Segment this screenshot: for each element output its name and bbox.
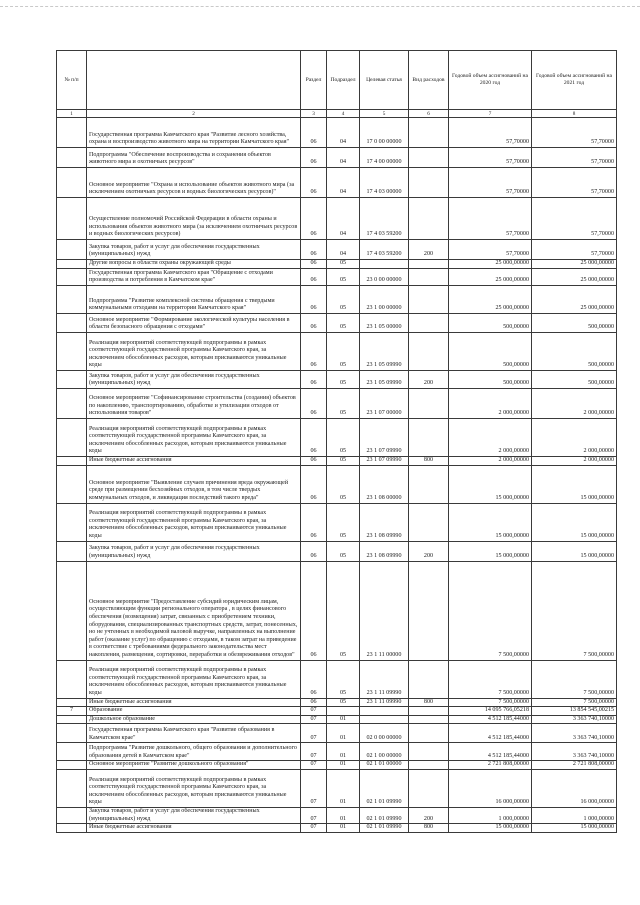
row-razdel: 06 [301, 660, 327, 698]
header-razdel: Раздел [301, 51, 327, 110]
row-podrazdel: 01 [327, 724, 360, 743]
row-podrazdel: 01 [327, 761, 360, 770]
row-amount-2020: 57,70000 [449, 118, 532, 148]
row-name: Реализация мероприятий соответствующей подпрограммы в рамках соответствующей государственной программы Камчатского края, за исключением обособленных расходов, которым присваиваются уникальные коды [87, 333, 301, 371]
row-amount-2020: 7 500,00000 [449, 698, 532, 707]
row-celevaya [360, 260, 409, 269]
row-name: Другие вопросы в области охраны окружающей среды [87, 260, 301, 269]
row-number [57, 698, 87, 707]
row-number [57, 148, 87, 168]
row-celevaya: 23 1 00 00000 [360, 286, 409, 314]
row-name: Подпрограмма "Развитие комплексной системы обращения с твердыми коммунальными отходами на территории Камчатского края" [87, 286, 301, 314]
row-vid [409, 389, 449, 419]
table-row [57, 561, 617, 660]
row-number [57, 824, 87, 833]
row-podrazdel: 05 [327, 419, 360, 457]
header-num: № п/п [57, 51, 87, 110]
table-row [57, 118, 617, 148]
table-row [57, 260, 617, 269]
row-vid [409, 660, 449, 698]
row-razdel: 07 [301, 761, 327, 770]
row-podrazdel: 04 [327, 168, 360, 198]
row-vid: 800 [409, 698, 449, 707]
row-number [57, 769, 87, 807]
row-amount-2021: 3 363 740,10000 [532, 715, 617, 724]
row-amount-2021: 25 000,00000 [532, 286, 617, 314]
table-row [57, 198, 617, 240]
table-row [57, 333, 617, 371]
row-amount-2021: 7 500,00000 [532, 660, 617, 698]
row-razdel: 06 [301, 118, 327, 148]
row-amount-2020: 14 095 766,05218 [449, 707, 532, 716]
row-name: Реализация мероприятий соответствующей подпрограммы в рамках соответствующей государственной программы Камчатского края, за исключением обособленных расходов, которым присваиваются уникальные коды [87, 419, 301, 457]
row-celevaya: 23 1 08 09990 [360, 541, 409, 561]
row-razdel: 06 [301, 465, 327, 503]
row-celevaya: 23 0 00 00000 [360, 269, 409, 286]
row-amount-2020: 25 000,00000 [449, 269, 532, 286]
row-amount-2021: 15 000,00000 [532, 465, 617, 503]
row-amount-2021: 2 721 808,00000 [532, 761, 617, 770]
row-podrazdel: 01 [327, 743, 360, 761]
row-vid [409, 269, 449, 286]
table-row [57, 269, 617, 286]
row-number [57, 724, 87, 743]
row-name: Иные бюджетные ассигнования [87, 698, 301, 707]
row-podrazdel: 05 [327, 541, 360, 561]
row-amount-2021: 57,70000 [532, 198, 617, 240]
row-celevaya: 23 1 05 00000 [360, 314, 409, 333]
table-row [57, 541, 617, 561]
row-razdel: 06 [301, 561, 327, 660]
header-2020: Годовой объем ассигнований на 2020 год [449, 51, 532, 110]
row-podrazdel: 04 [327, 148, 360, 168]
row-podrazdel: 05 [327, 333, 360, 371]
row-amount-2020: 1 000,00000 [449, 807, 532, 823]
budget-table [56, 50, 617, 833]
colnum: 2 [87, 110, 301, 118]
row-vid [409, 724, 449, 743]
row-podrazdel: 05 [327, 561, 360, 660]
row-name: Осуществление полномочий Российской Федерации в области охраны и использования объектов животного мира (за исключением охотничьих ресурсов и водных биологических ресурсов) [87, 198, 301, 240]
row-number [57, 761, 87, 770]
row-vid [409, 333, 449, 371]
row-number [57, 314, 87, 333]
row-name: Закупка товаров, работ и услуг для обеспечения государственных (муниципальных) нужд [87, 541, 301, 561]
row-celevaya: 17 4 03 59200 [360, 240, 409, 260]
row-name: Государственная программа Камчатского края "Развитие лесного хозяйства, охрана и воспроизводство животного мира на территории Камчатского края" [87, 118, 301, 148]
row-razdel: 06 [301, 286, 327, 314]
table-row [57, 314, 617, 333]
row-amount-2020: 500,00000 [449, 333, 532, 371]
table-row [57, 148, 617, 168]
colnum: 4 [327, 110, 360, 118]
row-vid: 200 [409, 371, 449, 389]
colnum: 8 [532, 110, 617, 118]
row-celevaya: 23 1 07 00000 [360, 389, 409, 419]
row-amount-2020: 15 000,00000 [449, 465, 532, 503]
row-razdel: 06 [301, 698, 327, 707]
row-name: Государственная программа Камчатского края "Обращение с отходами производства и потребления в Камчатском крае" [87, 269, 301, 286]
row-razdel: 06 [301, 198, 327, 240]
row-amount-2021: 15 000,00000 [532, 541, 617, 561]
row-podrazdel: 05 [327, 457, 360, 466]
column-numbers-row [57, 110, 617, 118]
row-number [57, 561, 87, 660]
row-amount-2020: 4 512 185,44000 [449, 743, 532, 761]
row-amount-2020: 25 000,00000 [449, 286, 532, 314]
header-vid: Вид расходов [409, 51, 449, 110]
row-razdel: 06 [301, 541, 327, 561]
row-amount-2021: 7 500,00000 [532, 698, 617, 707]
colnum: 1 [57, 110, 87, 118]
header-name [87, 51, 301, 110]
row-podrazdel: 05 [327, 314, 360, 333]
row-number [57, 269, 87, 286]
row-amount-2020: 4 512 185,44000 [449, 724, 532, 743]
header-podrazdel: Подраздел [327, 51, 360, 110]
row-podrazdel: 05 [327, 269, 360, 286]
row-podrazdel: 04 [327, 240, 360, 260]
colnum: 6 [409, 110, 449, 118]
header-2021: Годовой объем ассигнований на 2021 год [532, 51, 617, 110]
row-razdel: 06 [301, 240, 327, 260]
row-razdel: 06 [301, 269, 327, 286]
row-number [57, 389, 87, 419]
row-celevaya: 02 1 01 09990 [360, 824, 409, 833]
table-row [57, 419, 617, 457]
row-razdel: 06 [301, 333, 327, 371]
row-amount-2020: 25 000,00000 [449, 260, 532, 269]
row-celevaya: 02 1 01 09990 [360, 769, 409, 807]
row-celevaya [360, 707, 409, 716]
row-celevaya [360, 715, 409, 724]
row-amount-2020: 500,00000 [449, 371, 532, 389]
row-razdel: 06 [301, 389, 327, 419]
row-celevaya: 23 1 08 00000 [360, 465, 409, 503]
row-amount-2021: 15 000,00000 [532, 824, 617, 833]
row-razdel: 07 [301, 743, 327, 761]
row-celevaya: 23 1 07 09990 [360, 419, 409, 457]
table-row [57, 503, 617, 541]
row-celevaya: 17 0 00 00000 [360, 118, 409, 148]
row-number [57, 503, 87, 541]
row-vid [409, 286, 449, 314]
row-amount-2020: 4 512 185,44000 [449, 715, 532, 724]
row-name: Основное мероприятие "Софинансирование строительства (создания) объектов по накоплению, транспортированию, обработке и утилизации отходов от использования товаров" [87, 389, 301, 419]
row-number [57, 240, 87, 260]
colnum: 7 [449, 110, 532, 118]
row-amount-2020: 2 000,00000 [449, 419, 532, 457]
row-vid [409, 148, 449, 168]
row-number [57, 465, 87, 503]
table-row [57, 286, 617, 314]
row-razdel: 06 [301, 503, 327, 541]
row-celevaya: 23 1 11 09990 [360, 698, 409, 707]
row-vid [409, 198, 449, 240]
table-row [57, 660, 617, 698]
row-name: Закупка товаров, работ и услуг для обеспечения государственных (муниципальных) нужд [87, 807, 301, 823]
row-vid [409, 314, 449, 333]
row-amount-2021: 57,70000 [532, 148, 617, 168]
row-amount-2020: 7 500,00000 [449, 561, 532, 660]
row-vid [409, 561, 449, 660]
row-name: Реализация мероприятий соответствующей подпрограммы в рамках соответствующей государственной программы Камчатского края, за исключением обособленных расходов, которым присваиваются уникальные коды [87, 503, 301, 541]
row-amount-2020: 7 500,00000 [449, 660, 532, 698]
row-razdel: 06 [301, 371, 327, 389]
row-vid [409, 743, 449, 761]
row-celevaya: 17 4 03 00000 [360, 168, 409, 198]
row-celevaya: 23 1 07 09990 [360, 457, 409, 466]
row-amount-2021: 2 000,00000 [532, 419, 617, 457]
row-podrazdel: 04 [327, 198, 360, 240]
table-row [57, 824, 617, 833]
row-razdel: 06 [301, 148, 327, 168]
colnum: 5 [360, 110, 409, 118]
row-name: Подпрограмма "Обеспечение воспроизводства и сохранения объектов животного мира и охотничьих ресурсов" [87, 148, 301, 168]
row-amount-2021: 25 000,00000 [532, 260, 617, 269]
row-amount-2021: 25 000,00000 [532, 269, 617, 286]
row-amount-2020: 15 000,00000 [449, 824, 532, 833]
row-amount-2020: 57,70000 [449, 148, 532, 168]
row-amount-2021: 2 000,00000 [532, 457, 617, 466]
row-vid [409, 260, 449, 269]
row-name: Основное мероприятие "Предоставление субсидий юридическим лицам, осуществляющим функции регионального оператора , в целях финансового обеспечения (возмещения) затрат, связанных с приобретением техники, оборудования, специализированных транспортных средств, затрат, понесенных, но не учтенных в необходимой валовой выручке, направленных на выполнение работ (оказание услуг) по обращению с отходами, в таком затрат на приведение в соответствие с требованиями федерального законодательства мест накопления, размещения, сортировки, переработки и обезвреживания отходов" [87, 561, 301, 660]
row-vid [409, 715, 449, 724]
row-vid [409, 769, 449, 807]
row-razdel: 07 [301, 707, 327, 716]
row-razdel: 06 [301, 168, 327, 198]
table-row [57, 769, 617, 807]
row-vid: 800 [409, 824, 449, 833]
row-number [57, 743, 87, 761]
table-row [57, 371, 617, 389]
row-celevaya: 23 1 05 09990 [360, 371, 409, 389]
row-celevaya: 23 1 11 09990 [360, 660, 409, 698]
row-podrazdel: 05 [327, 698, 360, 707]
row-name: Подпрограмма "Развитие дошкольного, общего образования и дополнительного образования детей в Камчатском крае" [87, 743, 301, 761]
row-podrazdel: 04 [327, 118, 360, 148]
row-name: Основное мероприятие "Охрана и использование объектов животного мира (за исключением охотничьих ресурсов и водных биологических ресурсов)" [87, 168, 301, 198]
row-celevaya: 02 0 00 00000 [360, 724, 409, 743]
row-amount-2020: 2 721 808,00000 [449, 761, 532, 770]
row-number [57, 419, 87, 457]
row-celevaya: 02 1 01 00000 [360, 761, 409, 770]
table-row [57, 168, 617, 198]
table-row [57, 465, 617, 503]
row-name: Основное мероприятие "Формирование экологической культуры населения в области безопасного обращения с отходами" [87, 314, 301, 333]
row-name: Реализация мероприятий соответствующей подпрограммы в рамках соответствующей государственной программы Камчатского края, за исключением обособленных расходов, которым присваиваются уникальные коды [87, 660, 301, 698]
row-name: Основное мероприятие "Выявление случаев причинения вреда окружающей среде при размещении бесхозяйных отходов, в том числе твердых коммунальных отходов, и ликвидация последствий такого вреда" [87, 465, 301, 503]
table-row [57, 807, 617, 823]
row-razdel: 07 [301, 824, 327, 833]
table-row [57, 715, 617, 724]
row-number [57, 168, 87, 198]
row-name: Закупка товаров, работ и услуг для обеспечения государственных (муниципальных) нужд [87, 240, 301, 260]
row-number [57, 660, 87, 698]
table-row [57, 698, 617, 707]
row-amount-2021: 1 000,00000 [532, 807, 617, 823]
row-amount-2020: 15 000,00000 [449, 541, 532, 561]
row-razdel: 06 [301, 457, 327, 466]
table-row [57, 724, 617, 743]
row-vid [409, 503, 449, 541]
row-podrazdel: 01 [327, 769, 360, 807]
row-vid: 200 [409, 807, 449, 823]
row-celevaya: 17 4 00 00000 [360, 148, 409, 168]
row-amount-2020: 2 000,00000 [449, 389, 532, 419]
colnum: 3 [301, 110, 327, 118]
row-vid [409, 465, 449, 503]
row-name: Дошкольное образование [87, 715, 301, 724]
row-amount-2021: 2 000,00000 [532, 389, 617, 419]
row-number: 7 [57, 707, 87, 716]
row-amount-2021: 57,70000 [532, 118, 617, 148]
row-amount-2021: 3 363 740,10000 [532, 724, 617, 743]
row-amount-2021: 15 000,00000 [532, 503, 617, 541]
header-celevaya: Целевая статья [360, 51, 409, 110]
row-name: Иные бюджетные ассигнования [87, 457, 301, 466]
row-number [57, 198, 87, 240]
row-amount-2020: 57,70000 [449, 240, 532, 260]
row-celevaya: 23 1 11 00000 [360, 561, 409, 660]
row-number [57, 260, 87, 269]
row-podrazdel: 05 [327, 286, 360, 314]
row-vid [409, 118, 449, 148]
row-vid [409, 707, 449, 716]
table-row [57, 707, 617, 716]
row-razdel: 06 [301, 419, 327, 457]
row-amount-2021: 3 363 740,10000 [532, 743, 617, 761]
row-celevaya: 23 1 08 09990 [360, 503, 409, 541]
table-row [57, 240, 617, 260]
row-vid: 200 [409, 240, 449, 260]
row-amount-2020: 57,70000 [449, 198, 532, 240]
table-body [57, 118, 617, 833]
row-number [57, 807, 87, 823]
table-row [57, 457, 617, 466]
row-podrazdel: 01 [327, 824, 360, 833]
row-celevaya: 17 4 03 59200 [360, 198, 409, 240]
row-vid [409, 168, 449, 198]
row-razdel: 07 [301, 715, 327, 724]
row-podrazdel: 01 [327, 807, 360, 823]
row-razdel: 07 [301, 724, 327, 743]
row-razdel: 06 [301, 260, 327, 269]
row-amount-2021: 500,00000 [532, 333, 617, 371]
row-amount-2021: 13 854 545,00215 [532, 707, 617, 716]
row-number [57, 541, 87, 561]
row-number [57, 715, 87, 724]
row-amount-2021: 16 000,00000 [532, 769, 617, 807]
row-podrazdel: 05 [327, 465, 360, 503]
header-row [57, 51, 617, 110]
row-vid: 800 [409, 457, 449, 466]
row-number [57, 457, 87, 466]
row-vid [409, 419, 449, 457]
row-razdel: 07 [301, 807, 327, 823]
row-vid: 200 [409, 541, 449, 561]
row-amount-2020: 2 000,00000 [449, 457, 532, 466]
row-amount-2021: 57,70000 [532, 240, 617, 260]
page-edge [0, 6, 640, 7]
row-podrazdel: 05 [327, 260, 360, 269]
row-number [57, 371, 87, 389]
row-amount-2021: 7 500,00000 [532, 561, 617, 660]
table-row [57, 743, 617, 761]
row-celevaya: 02 1 00 00000 [360, 743, 409, 761]
row-amount-2021: 500,00000 [532, 371, 617, 389]
row-celevaya: 02 1 01 09990 [360, 807, 409, 823]
row-amount-2021: 57,70000 [532, 168, 617, 198]
row-name: Государственная программа Камчатского края "Развитие образования в Камчатском крае" [87, 724, 301, 743]
row-amount-2020: 16 000,00000 [449, 769, 532, 807]
row-razdel: 06 [301, 314, 327, 333]
row-podrazdel: 05 [327, 660, 360, 698]
table-row [57, 389, 617, 419]
row-amount-2020: 15 000,00000 [449, 503, 532, 541]
row-podrazdel: 05 [327, 371, 360, 389]
row-name: Образование [87, 707, 301, 716]
row-name: Реализация мероприятий соответствующей подпрограммы в рамках соответствующей государственной программы Камчатского края, за исключением обособленных расходов, которым присваиваются уникальные коды [87, 769, 301, 807]
row-podrazdel [327, 707, 360, 716]
row-name: Иные бюджетные ассигнования [87, 824, 301, 833]
row-name: Основное мероприятие "Развитие дошкольного образования" [87, 761, 301, 770]
row-amount-2021: 500,00000 [532, 314, 617, 333]
row-vid [409, 761, 449, 770]
row-number [57, 118, 87, 148]
row-razdel: 07 [301, 769, 327, 807]
row-podrazdel: 01 [327, 715, 360, 724]
row-podrazdel: 05 [327, 389, 360, 419]
row-number [57, 333, 87, 371]
row-amount-2020: 57,70000 [449, 168, 532, 198]
row-amount-2020: 500,00000 [449, 314, 532, 333]
row-number [57, 286, 87, 314]
row-name: Закупка товаров, работ и услуг для обеспечения государственных (муниципальных) нужд [87, 371, 301, 389]
row-celevaya: 23 1 05 09990 [360, 333, 409, 371]
row-podrazdel: 05 [327, 503, 360, 541]
table-row [57, 761, 617, 770]
